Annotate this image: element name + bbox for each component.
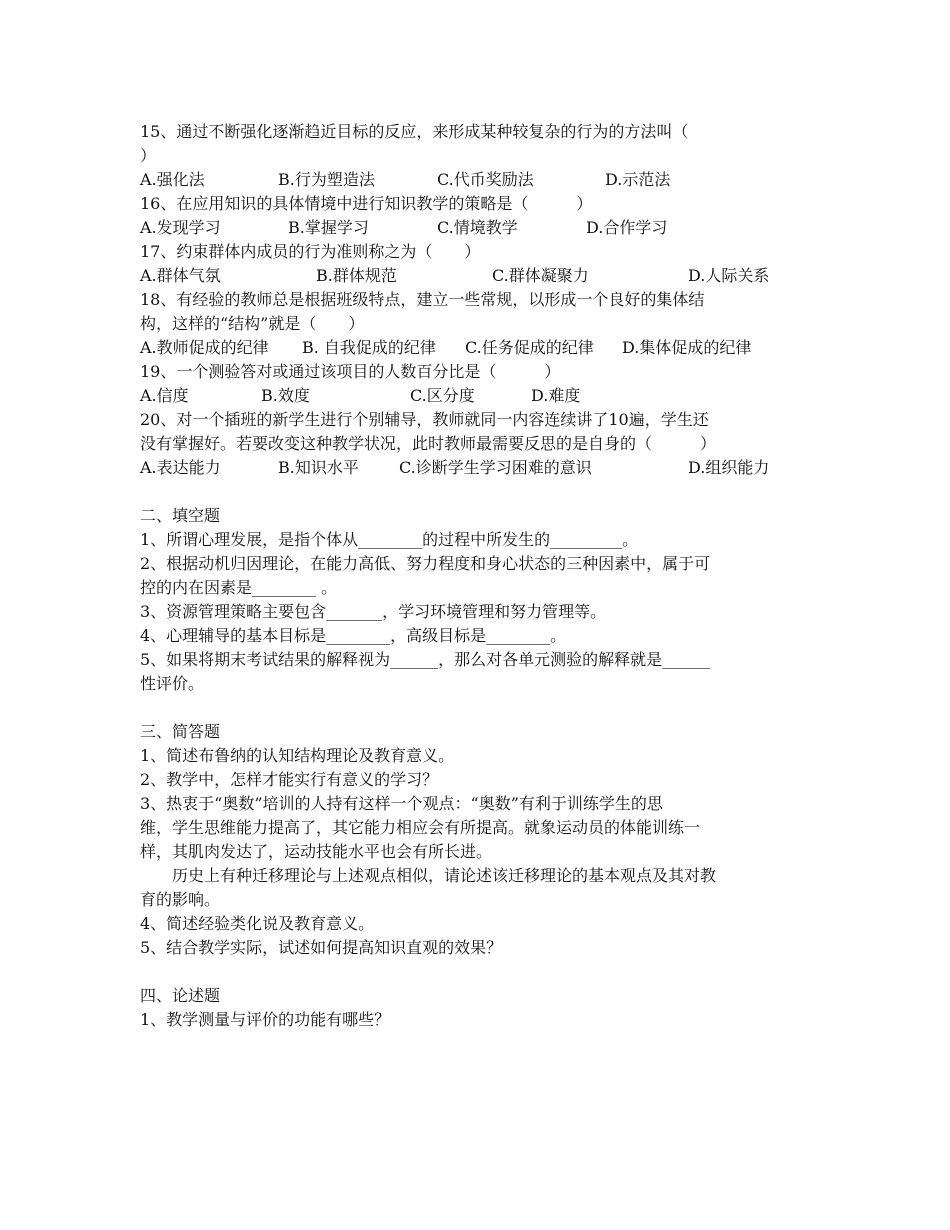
option-a: A.发现学习	[140, 218, 221, 237]
question-20-line1: 20、对一个插班的新学生进行个别辅导，教师就同一内容连续讲了10遍，学生还	[140, 410, 709, 429]
short-answer-item-5: 5、结合教学实际，试述如何提高知识直观的效果？	[140, 938, 503, 957]
question-15-line1: 15、通过不断强化逐渐趋近目标的反应，来形成某种较复杂的行为的方法叫（	[140, 122, 689, 141]
question-19-options	[140, 384, 810, 408]
option-b: B.行为塑造法	[278, 170, 375, 189]
section-spacer	[140, 696, 810, 720]
option-a: A.信度	[140, 386, 189, 405]
short-answer-item-3-line3: 样，其肌肉发达了，运动技能水平也会有所长进。	[140, 842, 493, 861]
short-answer-item-3-line5: 育的影响。	[140, 890, 221, 909]
option-b: B.群体规范	[316, 266, 397, 285]
option-b: B.知识水平	[278, 458, 359, 477]
option-c: C.区分度	[410, 386, 475, 405]
option-c: C.诊断学生学习困难的意识	[399, 458, 592, 477]
fill-blank-item-2-line1: 2、根据动机归因理论，在能力高低、努力程度和身心状态的三种因素中，属于可	[140, 554, 711, 573]
fill-blank-item-4: 4、心理辅导的基本目标是________，高级目标是________。	[140, 626, 567, 645]
option-a: A.表达能力	[140, 458, 221, 477]
question-20-line2: 没有掌握好。若要改变这种教学状况，此时教师最需要反思的是自身的（ ）	[140, 434, 717, 453]
question-19: 19、一个测验答对或通过该项目的人数百分比是（ ）	[140, 362, 561, 381]
question-18-options	[140, 336, 810, 360]
short-answer-item-3-line1: 3、热衷于“奥数”培训的人持有这样一个观点：“奥数”有利于训练学生的思	[140, 794, 663, 813]
question-20-options	[140, 456, 810, 480]
question-15-options	[140, 168, 810, 192]
option-b: B. 自我促成的纪律	[302, 338, 436, 357]
short-answer-item-3-line2: 维，学生思维能力提高了，其它能力相应会有所提高。就象运动员的体能训练一	[140, 818, 701, 837]
fill-blank-item-3: 3、资源管理策略主要包含_______，学习环境管理和努力管理等。	[140, 602, 607, 621]
option-a: A.群体气氛	[140, 266, 221, 285]
option-d: D.难度	[531, 386, 581, 405]
option-d: D.集体促成的纪律	[622, 338, 752, 357]
fill-blank-item-1: 1、所谓心理发展，是指个体从________的过程中所发生的_________。	[140, 530, 639, 549]
essay-item-1: 1、教学测量与评价的功能有哪些？	[140, 1010, 391, 1029]
option-d: D.示范法	[605, 170, 671, 189]
fill-blank-item-5-line1: 5、如果将期末考试结果的解释视为______，那么对各单元测验的解释就是______	[140, 650, 711, 669]
option-d: D.人际关系	[688, 266, 770, 285]
option-a: A.教师促成的纪律	[140, 338, 269, 357]
question-16-options	[140, 216, 810, 240]
section-spacer	[140, 960, 810, 984]
short-answer-item-1: 1、简述布鲁纳的认知结构理论及教育意义。	[140, 746, 455, 765]
fill-blank-item-5-line2: 性评价。	[140, 674, 205, 693]
question-18-line1: 18、有经验的教师总是根据班级特点，建立一些常规，以形成一个良好的集体结	[140, 290, 705, 309]
option-d: D.组织能力	[688, 458, 770, 477]
question-17: 17、约束群体内成员的行为准则称之为（ ）	[140, 242, 481, 261]
short-answer-item-2: 2、教学中，怎样才能实行有意义的学习？	[140, 770, 439, 789]
option-b: B.效度	[261, 386, 310, 405]
question-17-options	[140, 264, 810, 288]
section-heading-short-answer: 三、简答题	[140, 722, 221, 741]
question-16: 16、在应用知识的具体情境中进行知识教学的策略是（ ）	[140, 194, 593, 213]
option-b: B.掌握学习	[288, 218, 369, 237]
option-d: D.合作学习	[586, 218, 668, 237]
fill-blank-item-2-line2: 控的内在因素是________ 。	[140, 578, 338, 597]
section-heading-fill-blank: 二、填空题	[140, 506, 221, 525]
short-answer-item-4: 4、简述经验类化说及教育意义。	[140, 914, 375, 933]
option-c: C.情境教学	[437, 218, 518, 237]
document-content	[140, 120, 810, 1032]
short-answer-item-3-line4: 历史上有种迁移理论与上述观点相似，请论述该迁移理论的基本观点及其对教	[172, 866, 717, 885]
section-spacer	[140, 480, 810, 504]
option-c: C.任务促成的纪律	[465, 338, 594, 357]
option-c: C.群体凝聚力	[492, 266, 589, 285]
option-a: A.强化法	[140, 170, 205, 189]
question-15-line2: ）	[140, 146, 157, 165]
section-heading-essay: 四、论述题	[140, 986, 221, 1005]
question-18-line2: 构，这样的“结构”就是（ ）	[140, 314, 365, 333]
option-c: C.代币奖励法	[437, 170, 534, 189]
